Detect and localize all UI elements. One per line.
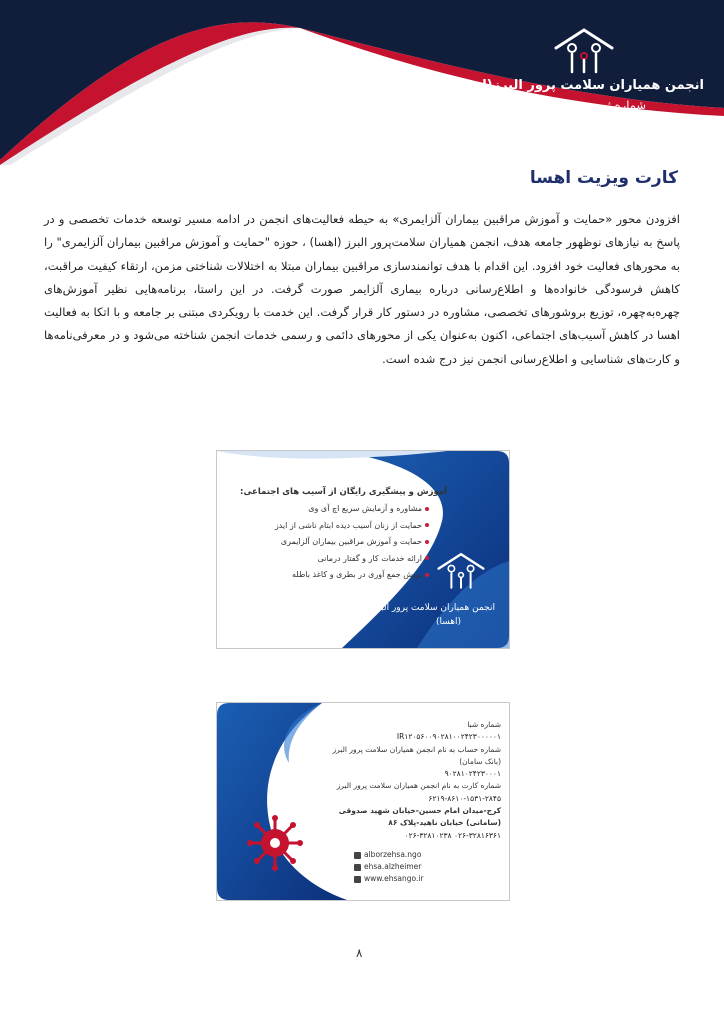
list-item: ارائه خدمات کار و گفتار درمانی [275, 551, 429, 568]
business-card-back [217, 703, 509, 900]
card-number-label: شماره کارت به نام انجمن همیاران سلامت پرور البرز [336, 781, 501, 791]
contact-email: ehsa.alzheimer [354, 861, 421, 873]
page-number: ۸ [356, 946, 363, 960]
ehsa-logo-icon [552, 26, 616, 76]
card-back-text [333, 719, 501, 842]
bullet-icon [425, 556, 429, 560]
globe-icon [354, 876, 361, 883]
sheba-value: IR۱۲۰۵۶۰۰۹۰۲۸۱۰۰۲۴۲۳۰۰۰۰۰۱ [396, 732, 501, 742]
card-number-value: ۶۲۱۹-۸۶۱۰-۱۵۳۱-۲۸۴۵ [428, 793, 501, 803]
contact-instagram: alborzehsa.ngo [354, 849, 421, 861]
card-org-name: انجمن همیاران سلامت پرور البرز [371, 603, 495, 613]
list-item: حمایت و آموزش مراقبین بیماران آلزایمری [275, 534, 429, 551]
list-item: مشاوره و آزمایش سریع اچ آی وی [275, 501, 429, 518]
section-title: کارت ویزیت اهسا [529, 168, 678, 188]
org-name: انجمن همیاران سلامت پرور البرز(اهسا) [449, 78, 704, 93]
bullet-icon [425, 540, 429, 544]
address-line-1: کرج-میدان امام حسین-خیابان شهید صدوقی [338, 806, 501, 816]
contact-website: www.ehsango.ir [354, 873, 424, 885]
account-label: شماره حساب به نام انجمن همیاران سلامت پرور البرز [332, 744, 501, 754]
card-front-heading: آموزش و پیشگیری رایگان از آسیب های اجتماعی: [240, 487, 447, 497]
account-value: ۹۰۲۸۱۰۲۴۲۳۰۰۰۱ [444, 769, 501, 779]
account-bank: (بانک سامان) [459, 756, 501, 766]
sheba-label: شماره شبا [467, 720, 501, 729]
instagram-icon [354, 852, 361, 859]
card-org-abbr: (اهسا) [435, 617, 461, 627]
virus-illustration-icon [247, 815, 303, 871]
registration-number: شماره ثبت : ۲۴۲۳ [557, 98, 646, 112]
card-logo-icon [435, 551, 487, 591]
bullet-icon [425, 573, 429, 577]
bullet-icon [425, 507, 429, 511]
email-icon [354, 864, 361, 871]
card-front-list [275, 501, 429, 584]
address-line-2: (سامانی) خیابان ناهید-پلاک ۸۶ [388, 818, 501, 828]
page-header [0, 0, 724, 165]
list-item: پویش جمع آوری در بطری و کاغذ باطله [275, 567, 429, 584]
body-paragraph: افزودن محور «حمایت و آموزش مراقبین بیماران آلزایمری» به حیطه فعالیت‌های انجمن در ادامه مسیر توسعه خدمات تخصصی و در پاسخ به نیازهای نوظهور جامعه هدف، انجمن همیاران سلامت‌پرور البرز (اهسا) ، حوزه "حمایت و آموزش مراقبین بیماران آلزایمری" را به محورهای فعالیت خود افزود. این اقدام با هدف توانمندسازی مراقبین بیماران مبتلا به اختلالات شناختی مزمن، ارتقاء کیفیت مراقبت، کاهش فرسودگی خانواده‌ها و اطلاع‌رسانی درباره بیماری آلزایمر صورت گرفت. در این راستا، برنامه‌هایی نظیر آموزش‌های چهره‌به‌چهره، توزیع بروشورهای تخصصی، مشاوره در دستور کار قرار گرفت. این خدمت با رویکردی مبتنی بر جامعه و با اتکا به فعالیت اهسا در کاهش آسیب‌های اجتماعی، اکنون به‌عنوان یکی از محورهای دائمی و رسمی خدمات انجمن شناخته می‌شود و در معرفی‌نامه‌ها و کارت‌های شناسایی و اطلاع‌رسانی انجمن نیز درج شده است. [44, 212, 680, 366]
phone-numbers: ۰۲۶-۳۲۸۱۶۳۶۱ ۰۲۶-۳۲۸۱۰۲۳۸ [404, 830, 501, 840]
business-card-front [217, 451, 509, 648]
list-item: حمایت از زنان آسیب دیده ابتام ناشی از ایدز [275, 518, 429, 535]
bullet-icon [425, 523, 429, 527]
